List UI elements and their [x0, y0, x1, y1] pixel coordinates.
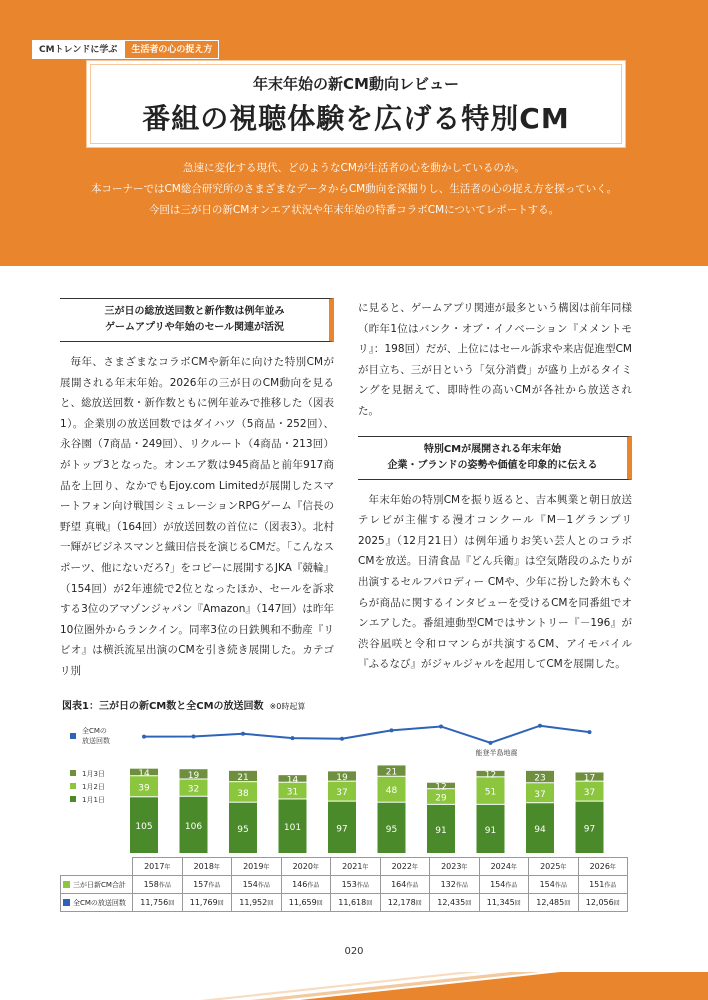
intro-line: 本コーナーではCM総合研究所のさまざまなデータからCM動向を深掘りし、生活者の心の捉え方を探っていく。 — [90, 183, 618, 195]
bar-value-label: 14 — [286, 775, 299, 786]
table-total-cell: 157作品 — [182, 876, 232, 894]
line-point — [538, 724, 542, 728]
unit-label: 年 — [560, 864, 567, 871]
unit-label: 回 — [613, 900, 620, 907]
right-column — [358, 298, 632, 675]
line-point — [588, 730, 592, 734]
table-total-cell: 154作品 — [529, 876, 579, 894]
unit-label: 作品 — [455, 882, 468, 889]
table-year-cell: 2017年 — [133, 858, 183, 876]
bar-value-label: 51 — [484, 787, 497, 798]
table-label-totals — [61, 876, 133, 894]
line-point — [192, 734, 196, 738]
unit-label: 作品 — [406, 882, 419, 889]
table-total-cell: 154作品 — [232, 876, 282, 894]
table-year-cell: 2023年 — [430, 858, 480, 876]
unit-label: 回 — [415, 900, 422, 907]
unit-label: 作品 — [307, 882, 320, 889]
unit-label: 回 — [514, 900, 521, 907]
stripe-orange — [300, 972, 708, 1000]
table-total-cell: 154作品 — [479, 876, 529, 894]
bar-group — [130, 765, 604, 853]
bar-value-label: 95 — [237, 824, 249, 835]
legend-day3-swatch — [70, 770, 76, 776]
bar-value-label: 29 — [435, 793, 447, 804]
heading-line: ゲームアプリや年始のセール関連が活況 — [105, 322, 284, 333]
table-year-cell: 2018年 — [182, 858, 232, 876]
table-year-cell: 2024年 — [479, 858, 529, 876]
bar-value-label: 14 — [138, 768, 150, 779]
legend-line-swatch — [70, 733, 76, 739]
unit-label: 作品 — [505, 882, 518, 889]
legend-day1-swatch — [70, 796, 76, 802]
bar-value-label: 105 — [135, 822, 153, 833]
legend-day3-label: 1月3日 — [82, 770, 105, 778]
table-broadcast-cell: 12,485回 — [529, 894, 579, 912]
bar-value-label: 17 — [583, 773, 596, 784]
unit-label: 作品 — [208, 882, 221, 889]
bar-value-label: 106 — [184, 821, 203, 832]
table-broadcast-cell: 11,618回 — [331, 894, 381, 912]
bar-value-label: 19 — [336, 773, 348, 784]
body-paragraph: 毎年、さまざまなコラボCMや新年に向けた特別CMが展開される年末年始。2026年の三が日のCM動向を見ると、総放送回数・新作数ともに例年並みで推移した（図表1）。企業別の放送回数ではダイハツ（5商品・252回）、永谷園（7商品・249回）、リクルート（4商品・213回）がトップ3となった。オンエア数は945商品と前年917商品を上回り、なかでもEjoy.com Limitedが展開したスマートフォン向け戦国シミュレーションRPGゲーム『信長の野望 真戦』（164回）が放送回数の首位に（図表3）。北村一輝がビジネスマンと織田信長を演じるCMだ。「こんなスポーツ、他にないだろ?」をコピーに展開するJKA『競輪』（154回）が2年連続で2位となったほか、セールを訴求する3位のアマゾンジャパン『Amazon』（147回）は昨年10位圏外からランクイン。同率3位の日鉄興和不動産『リビオ』は横浜流星出演のCMを引き続き展開した。カテゴリ別 — [60, 356, 334, 677]
unit-label: 回 — [168, 900, 175, 907]
heading-line: 企業・ブランドの姿勢や価値を印象的に伝える — [387, 459, 598, 471]
bar-value-label: 37 — [336, 788, 348, 799]
body-paragraph-continuation: に見ると、ゲームアプリ関連が最多という構図は前年同様（昨年1位はバンク・オブ・イノベーション『メメントモリ』：198回）だが、上位にはセール訴求や来店促進型CMが目立ち、三が日という「気分消費」が盛り上がるタイミングを見据えて、即時性の高いCMが各社から放送された。 — [358, 302, 632, 417]
table-year-cell: 2025年 — [529, 858, 579, 876]
tag-consumer-mind: 生活者の心の捉え方 — [124, 40, 219, 59]
table-total-cell: 151作品 — [578, 876, 628, 894]
figure-title-text: 図表1：三が日の新CM数と全CMの放送回数 — [62, 701, 264, 712]
table-row-totals — [61, 876, 628, 894]
table-total-cell: 164作品 — [380, 876, 430, 894]
header-banner — [0, 0, 708, 266]
unit-label: 年 — [461, 864, 468, 871]
bar-value-label: 12 — [435, 782, 447, 793]
table-broadcast-cell: 12,056回 — [578, 894, 628, 912]
legend-day2-label: 1月2日 — [82, 783, 105, 791]
broadcasts-swatch — [63, 899, 70, 906]
unit-label: 作品 — [356, 882, 369, 889]
figure-note: ※0時起算 — [269, 702, 306, 711]
table-row-years — [61, 858, 628, 876]
line-point — [489, 741, 493, 745]
table-row-broadcasts — [61, 894, 628, 912]
table-total-cell: 146作品 — [281, 876, 331, 894]
table-label-broadcasts — [61, 894, 133, 912]
bar-value-label: 21 — [385, 767, 398, 778]
legend-line-label: 放送回数 — [82, 737, 110, 745]
legend-line-label: 全CMの — [82, 727, 107, 735]
table-label-text: 全CMの放送回数 — [73, 898, 126, 907]
unit-label: 年 — [164, 864, 171, 871]
unit-label: 年 — [510, 864, 517, 871]
bar-value-label: 23 — [534, 773, 546, 784]
line-point — [390, 728, 394, 732]
bar-value-label: 31 — [286, 787, 299, 798]
bar-value-label: 94 — [534, 825, 546, 836]
table-corner — [61, 858, 133, 876]
unit-label: 年 — [312, 864, 319, 871]
intro-line: 今回は三が日の新CMオンエア状況や年末年始の特番コラボCMについてレポートする。 — [148, 204, 560, 216]
table-total-cell: 132作品 — [430, 876, 480, 894]
figure-title — [62, 697, 305, 712]
unit-label: 年 — [263, 864, 270, 871]
table-broadcast-cell: 11,952回 — [232, 894, 282, 912]
bar-value-label: 91 — [435, 825, 447, 836]
unit-label: 作品 — [604, 882, 617, 889]
unit-label: 回 — [267, 900, 274, 907]
unit-label: 回 — [564, 900, 571, 907]
unit-label: 作品 — [158, 882, 171, 889]
unit-label: 回 — [465, 900, 472, 907]
table-broadcast-cell: 11,659回 — [281, 894, 331, 912]
bar-value-label: 39 — [138, 783, 150, 794]
bar-value-label: 95 — [385, 824, 398, 835]
table-broadcast-cell: 12,178回 — [380, 894, 430, 912]
bar-value-label: 101 — [283, 823, 302, 834]
table-total-cell: 158作品 — [133, 876, 183, 894]
totals-swatch — [63, 881, 70, 888]
bar-value-label: 37 — [534, 789, 546, 800]
table-year-cell: 2019年 — [232, 858, 282, 876]
bar-value-label: 91 — [484, 825, 497, 836]
section-tags — [32, 40, 219, 59]
bar-value-label: 97 — [583, 824, 596, 835]
table-year-cell: 2021年 — [331, 858, 381, 876]
heading-line: 三が日の総放送回数と新作数は例年並み — [104, 306, 285, 317]
bar-value-label: 38 — [237, 788, 249, 799]
table-broadcast-cell: 12,435回 — [430, 894, 480, 912]
legend-day2-swatch — [70, 783, 76, 789]
table-year-cell: 2020年 — [281, 858, 331, 876]
table-broadcast-cell: 11,769回 — [182, 894, 232, 912]
tag-cm-trend: CMトレンドに学ぶ — [32, 40, 124, 59]
page-number: 020 — [344, 946, 364, 957]
bar-value-label: 48 — [385, 786, 398, 797]
bar-value-label: 21 — [237, 773, 249, 784]
unit-label: 年 — [411, 864, 418, 871]
noto-earthquake-annotation: 能登半島地震 — [475, 748, 518, 757]
footer-stripes — [0, 972, 708, 1000]
bar-value-label: 37 — [583, 788, 596, 799]
heading-line: 特別CMが展開される年末年始 — [423, 443, 562, 455]
table-label-text: 三が日新CM合計 — [73, 880, 126, 889]
legend-day1-label: 1月1日 — [82, 796, 105, 804]
unit-label: 回 — [316, 900, 323, 907]
unit-label: 作品 — [554, 882, 567, 889]
body-paragraph: 年末年始の特別CMを振り返ると、吉本興業と朝日放送テレビが主催する漫才コンクール『M－1グランプリ2025』（12月21日）は例年通りお笑い芸人とのコラボCMを放送。日清食品『どん兵衛』は空気階段のふたりが出演するセルフパロディー CMや、少年に扮した鈴木もぐらが商品に関するインタビューを受けるCMを同番組でオンエアした。番組連動型CMではサントリー『－196』が渋谷凪咲と令和ロマンらが共演するCM、アイモバイル『ふるなび』がジャルジャルを起用してCMを展開した。 — [358, 493, 632, 671]
table-year-cell: 2022年 — [380, 858, 430, 876]
line-point — [241, 732, 245, 736]
bar-value-label: 32 — [187, 784, 200, 795]
intro-text — [60, 158, 648, 221]
article-subtitle: 年末年始の新CM動向レビュー — [253, 75, 459, 93]
line-point — [439, 724, 443, 728]
unit-label: 回 — [366, 900, 373, 907]
figure-table — [60, 857, 628, 912]
title-box — [86, 60, 626, 148]
unit-label: 年 — [362, 864, 369, 871]
table-total-cell: 153作品 — [331, 876, 381, 894]
line-point — [291, 736, 295, 740]
unit-label: 年 — [609, 864, 616, 871]
unit-label: 作品 — [257, 882, 270, 889]
bar-value-label: 12 — [484, 770, 497, 781]
broadcast-line — [144, 726, 590, 743]
cm-chart — [60, 718, 640, 858]
unit-label: 回 — [217, 900, 224, 907]
intro-line: 急速に変化する現代、どのようなCMが生活者の心を動かしているのか。 — [183, 162, 525, 174]
section2-heading — [358, 436, 632, 480]
bar-value-label: 97 — [336, 824, 348, 835]
article-title: 番組の視聴体験を広げる特別CM — [142, 102, 570, 135]
left-column — [60, 298, 334, 682]
section1-heading — [60, 298, 334, 342]
bar-value-label: 19 — [187, 770, 200, 781]
line-point — [340, 737, 344, 741]
table-broadcast-cell: 11,756回 — [133, 894, 183, 912]
unit-label: 年 — [213, 864, 220, 871]
table-broadcast-cell: 11,345回 — [479, 894, 529, 912]
line-point — [142, 735, 146, 739]
table-year-cell: 2026年 — [578, 858, 628, 876]
